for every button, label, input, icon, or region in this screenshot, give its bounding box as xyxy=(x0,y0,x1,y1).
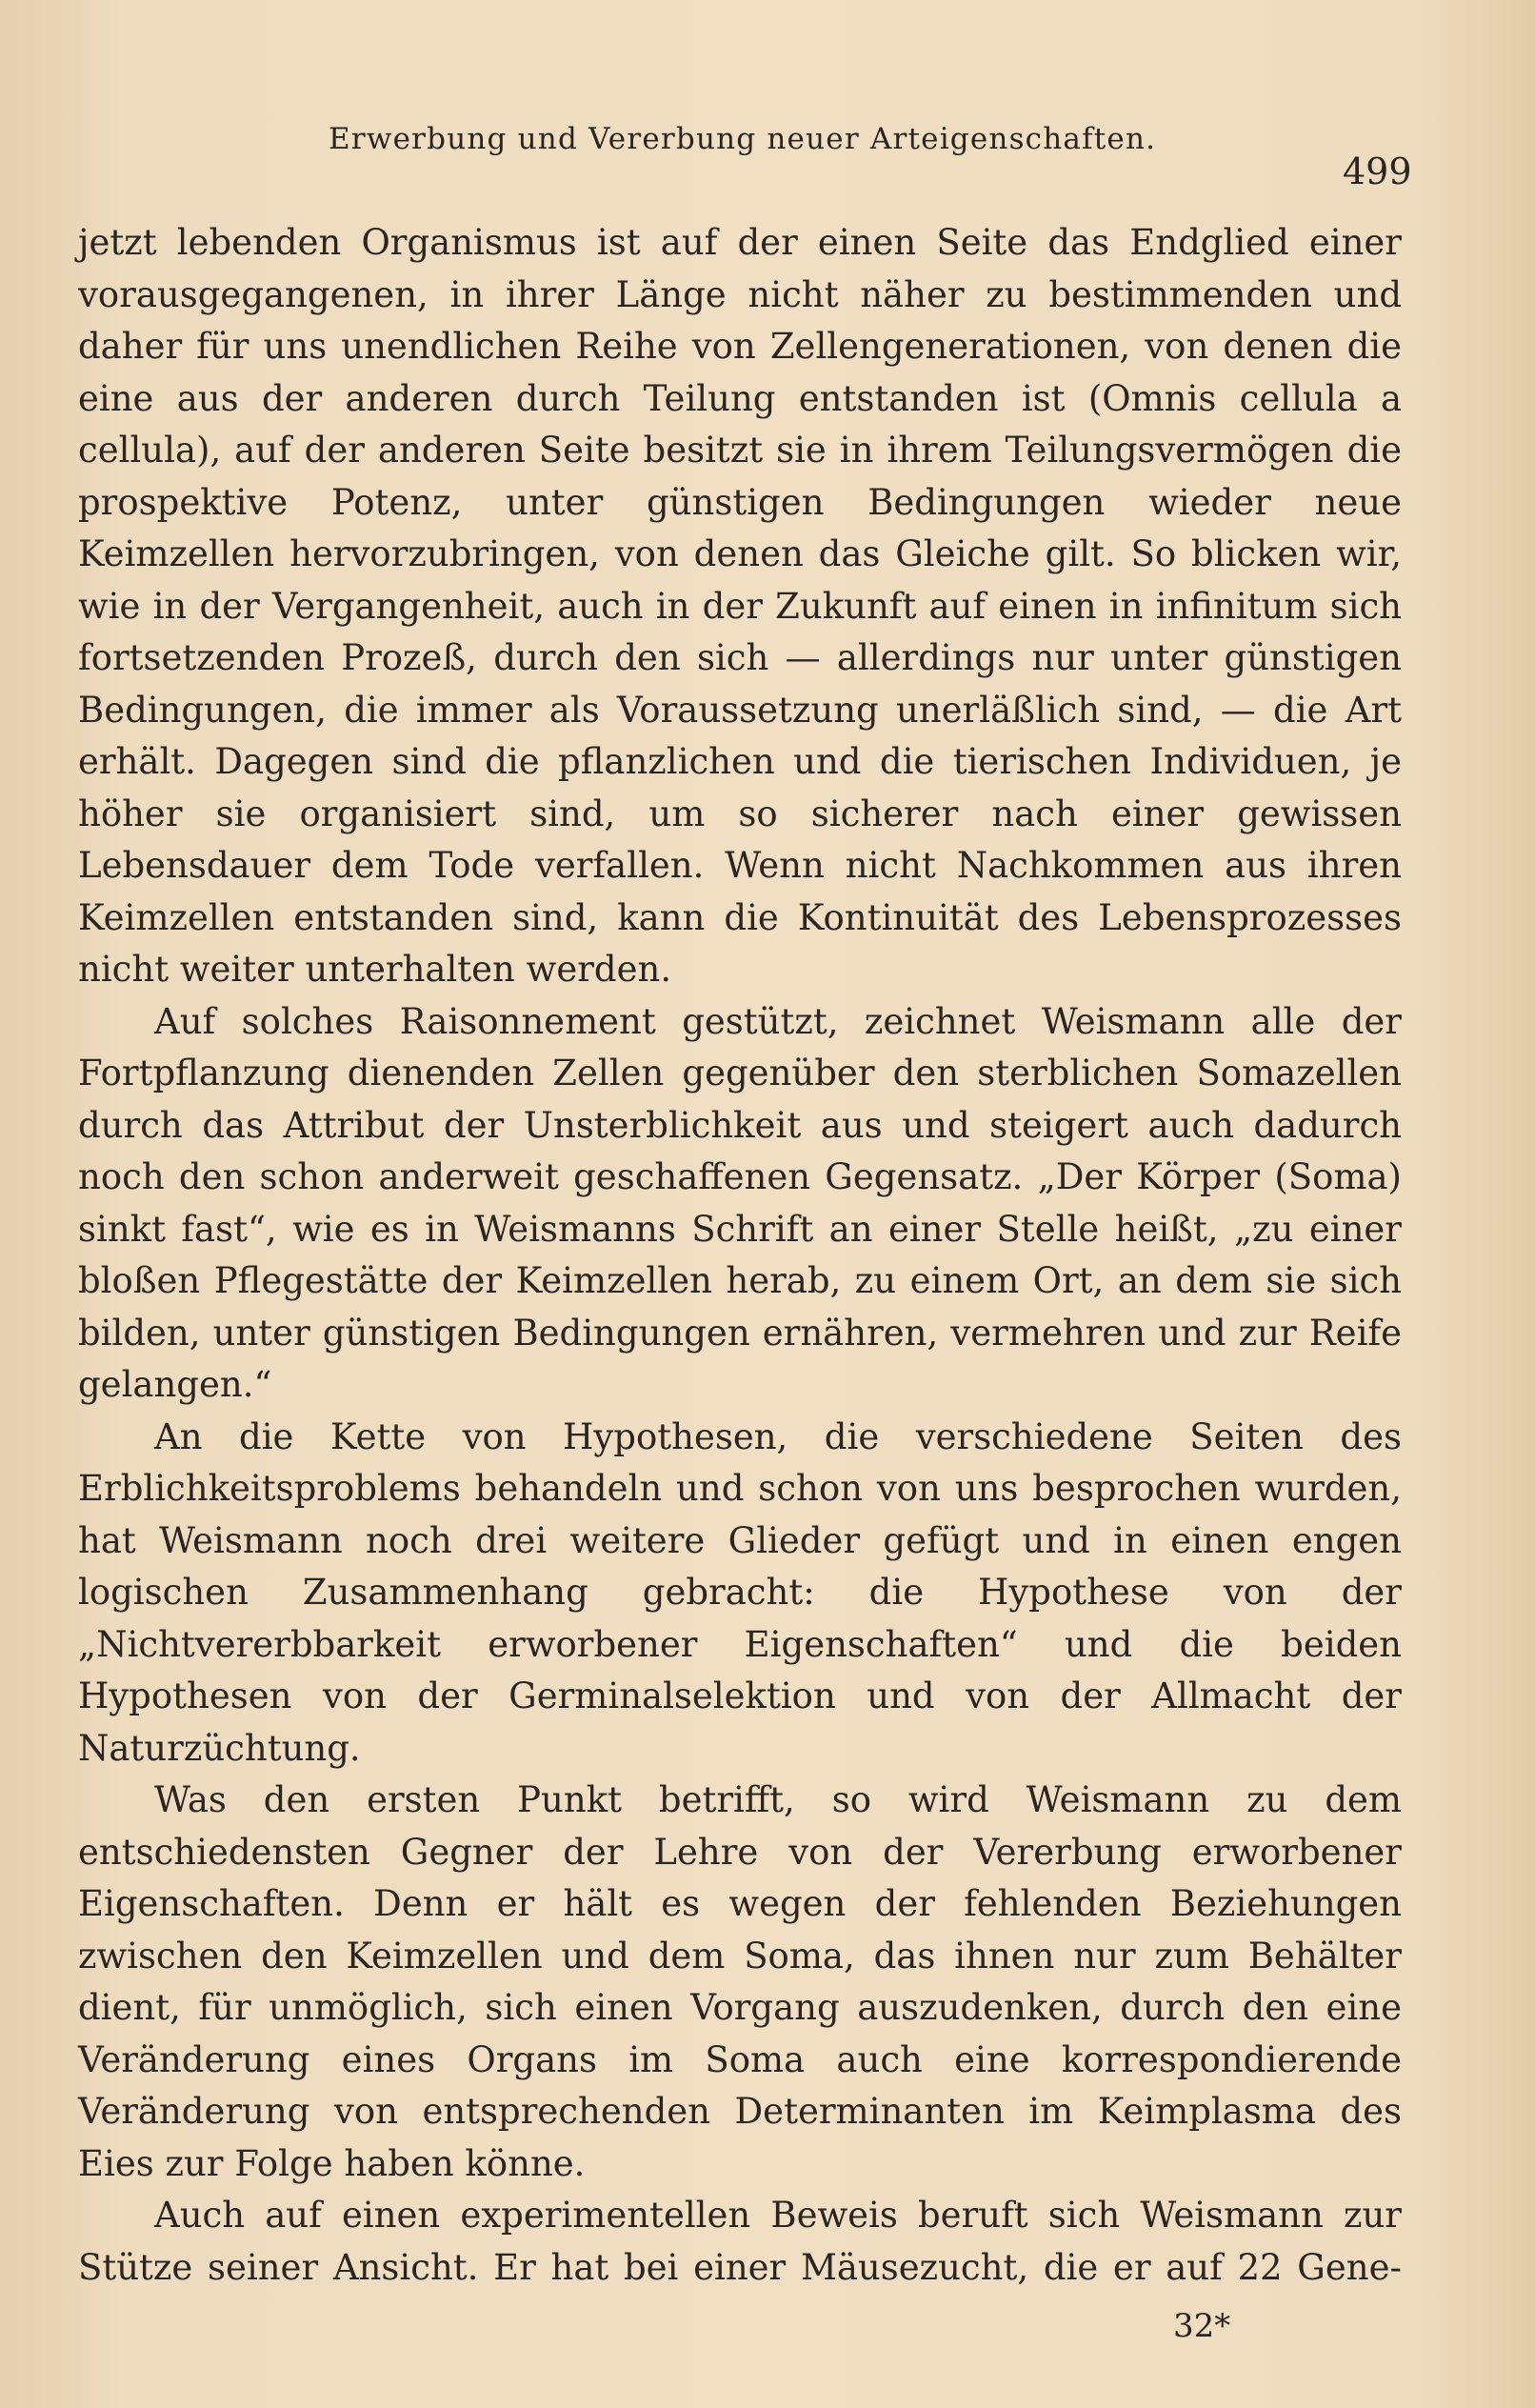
paragraph: An die Kette von Hypothesen, die verschiedene Seiten des Erblichkeitsproblems behandeln und schon von uns besprochen wurden, hat Weismann noch drei weitere Glieder gefügt und in einen engen logischen Zusammenhang gebracht: die Hypothese von der „Nichtvererbbarkeit erworbener Eigenschaften“ und die beiden Hypothesen von der Germinalselektion und von der Allmacht der Naturzüchtung. xyxy=(78,1415,1402,1769)
page-number: 499 xyxy=(1343,150,1412,192)
body-text xyxy=(78,217,1402,2294)
running-head: Erwerbung und Vererbung neuer Arteigenschaften. xyxy=(329,122,1157,156)
paragraph: Auf solches Raisonnement gestützt, zeichnet Weismann alle der Fortpflanzung dienenden Zellen gegenüber den sterblichen Somazellen durch das Attribut der Unsterblichkeit aus und steigert auch dadurch noch den schon anderweit geschaffenen Gegensatz. „Der Körper (Soma) sinkt fast“, wie es in Weismanns Schrift an einer Stelle heißt, „zu einer bloßen Pflegestätte der Keimzellen herab, zu einem Ort, an dem sie sich bilden, unter günstigen Bedingungen ernähren, vermehren und zur Reife gelangen.“ xyxy=(78,1000,1402,1405)
paragraph: Was den ersten Punkt betrifft, so wird Weismann zu dem entschiedensten Gegner der Lehre von der Vererbung erworbener Eigenschaften. Denn er hält es wegen der fehlenden Beziehungen zwischen den Keimzellen und dem Soma, das ihnen nur zum Behälter dient, für unmöglich, sich einen Vorgang auszudenken, durch den eine Veränderung eines Organs im Soma auch eine korrespondierende Veränderung von entsprechenden Determinanten im Keimplasma des Eies zur Folge haben könne. xyxy=(78,1779,1402,2184)
paragraph: Auch auf einen experimentellen Beweis beruft sich Weismann zur Stütze seiner Ansicht. Er hat bei einer Mäusezucht, die er auf 22 Gene- xyxy=(78,2195,1402,2288)
signature-mark: 32* xyxy=(1173,2307,1231,2345)
paragraph: jetzt lebenden Organismus ist auf der einen Seite das Endglied einer vorausgegangenen, in ihrer Länge nicht näher zu bestimmenden und daher für uns unendlichen Reihe von Zellengenerationen, von denen die eine aus der anderen durch Teilung entstanden ist (Omnis cellula a cellula), auf der anderen Seite besitzt sie in ihrem Teilungsvermögen die prospektive Potenz, unter günstigen Bedingungen wieder neue Keimzellen hervorzubringen, von denen das Gleiche gilt. So blicken wir, wie in der Vergangenheit, auch in der Zukunft auf einen in infinitum sich fortsetzenden Prozeß, durch den sich — allerdings nur unter günstigen Bedingungen, die immer als Voraussetzung unerläßlich sind, — die Art erhält. Dagegen sind die pflanzlichen und die tierischen Individuen, je höher sie organisiert sind, um so sicherer nach einer gewissen Lebensdauer dem Tode verfallen. Wenn nicht Nachkommen aus ihren Keimzellen entstanden sind, kann die Kontinuität des Lebensprozesses nicht weiter unterhalten werden. xyxy=(78,222,1402,990)
